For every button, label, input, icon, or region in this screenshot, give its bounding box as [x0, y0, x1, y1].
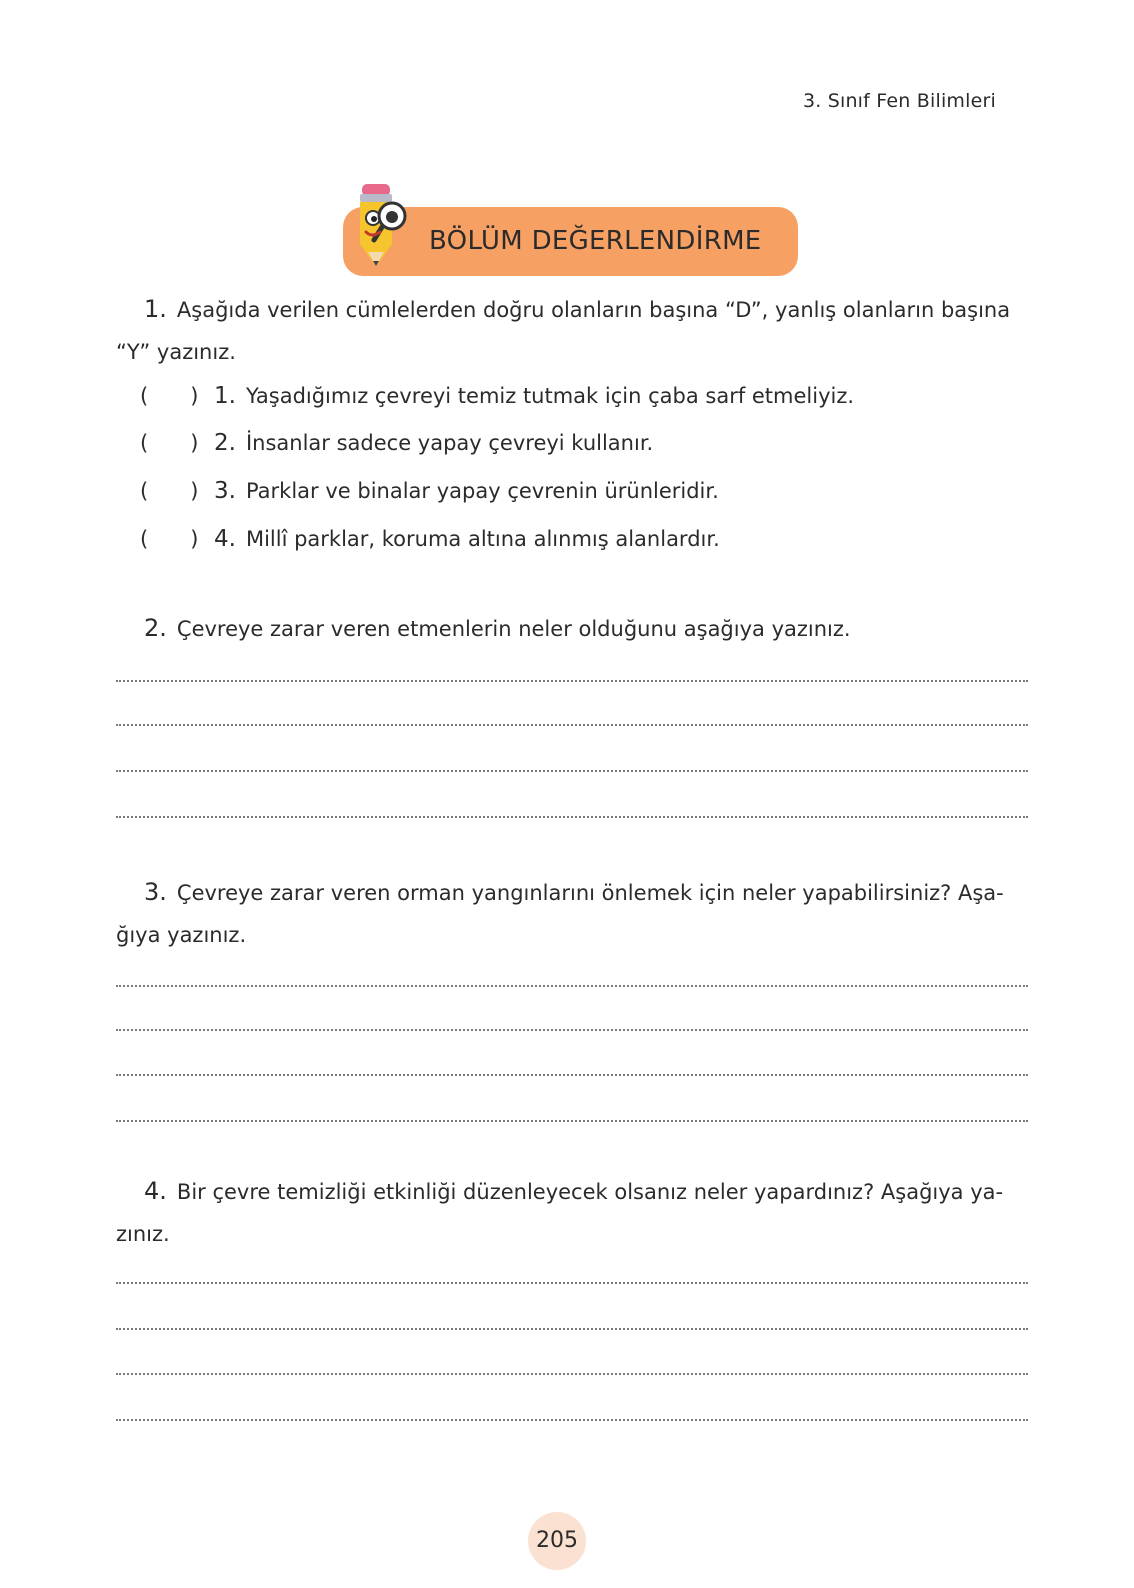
statement-item-2	[140, 425, 653, 461]
answer-line[interactable]	[116, 1074, 1028, 1076]
question-4-text: Bir çevre temizliği etkinliği düzenleyecek olsanız neler yapardınız? Aşağıya ya-zınız.	[116, 1180, 1004, 1246]
answer-line[interactable]	[116, 1328, 1028, 1330]
statement-item-4	[140, 521, 720, 557]
answer-line[interactable]	[116, 724, 1028, 726]
answer-box-3[interactable]: ( )	[140, 479, 199, 503]
answer-line[interactable]	[116, 816, 1028, 818]
statement-item-1	[140, 378, 854, 414]
question-3	[116, 871, 1028, 956]
answer-line[interactable]	[116, 985, 1028, 987]
statement-text: Parklar ve binalar yapay çevrenin ürünleridir.	[245, 479, 719, 503]
question-4-number: 4.	[144, 1177, 167, 1205]
answer-line[interactable]	[116, 1373, 1028, 1375]
answer-box-2[interactable]: ( )	[140, 431, 199, 455]
answer-line[interactable]	[116, 1419, 1028, 1421]
statement-number: 2.	[214, 430, 236, 456]
statement-text: Millî parklar, koruma altına alınmış alanlardır.	[245, 527, 720, 551]
question-4	[116, 1170, 1028, 1255]
question-2	[116, 607, 1028, 650]
statement-text: İnsanlar sadece yapay çevreyi kullanır.	[245, 431, 654, 455]
answer-line[interactable]	[116, 680, 1028, 682]
statement-item-3	[140, 473, 719, 509]
answer-box-4[interactable]: ( )	[140, 527, 199, 551]
question-3-number: 3.	[144, 878, 167, 906]
question-1-number: 1.	[144, 295, 167, 323]
section-title: BÖLÜM DEĞERLENDİRME	[429, 226, 762, 256]
answer-line[interactable]	[116, 1120, 1028, 1122]
subject-header: 3. Sınıf Fen Bilimleri	[802, 90, 996, 112]
pencil-magnifier-mascot-icon	[352, 182, 424, 274]
answer-line[interactable]	[116, 770, 1028, 772]
page-number: 205	[528, 1512, 586, 1570]
question-1-text: Aşağıda verilen cümlelerden doğru olanların başına “D”, yanlış olanların başına “Y” yazınız.	[116, 298, 1011, 364]
question-2-text: Çevreye zarar veren etmenlerin neler olduğunu aşağıya yazınız.	[176, 617, 851, 641]
answer-box-1[interactable]: ( )	[140, 384, 199, 408]
statement-text: Yaşadığımız çevreyi temiz tutmak için çaba sarf etmeliyiz.	[245, 384, 855, 408]
question-1	[116, 288, 1028, 373]
statement-number: 1.	[214, 383, 236, 409]
answer-line[interactable]	[116, 1282, 1028, 1284]
answer-line[interactable]	[116, 1029, 1028, 1031]
statement-number: 4.	[214, 526, 236, 552]
question-3-text: Çevreye zarar veren orman yangınlarını önlemek için neler yapabilirsiniz? Aşa-ğıya yazınız.	[116, 881, 1004, 947]
question-2-number: 2.	[144, 614, 167, 642]
statement-number: 3.	[214, 478, 236, 504]
